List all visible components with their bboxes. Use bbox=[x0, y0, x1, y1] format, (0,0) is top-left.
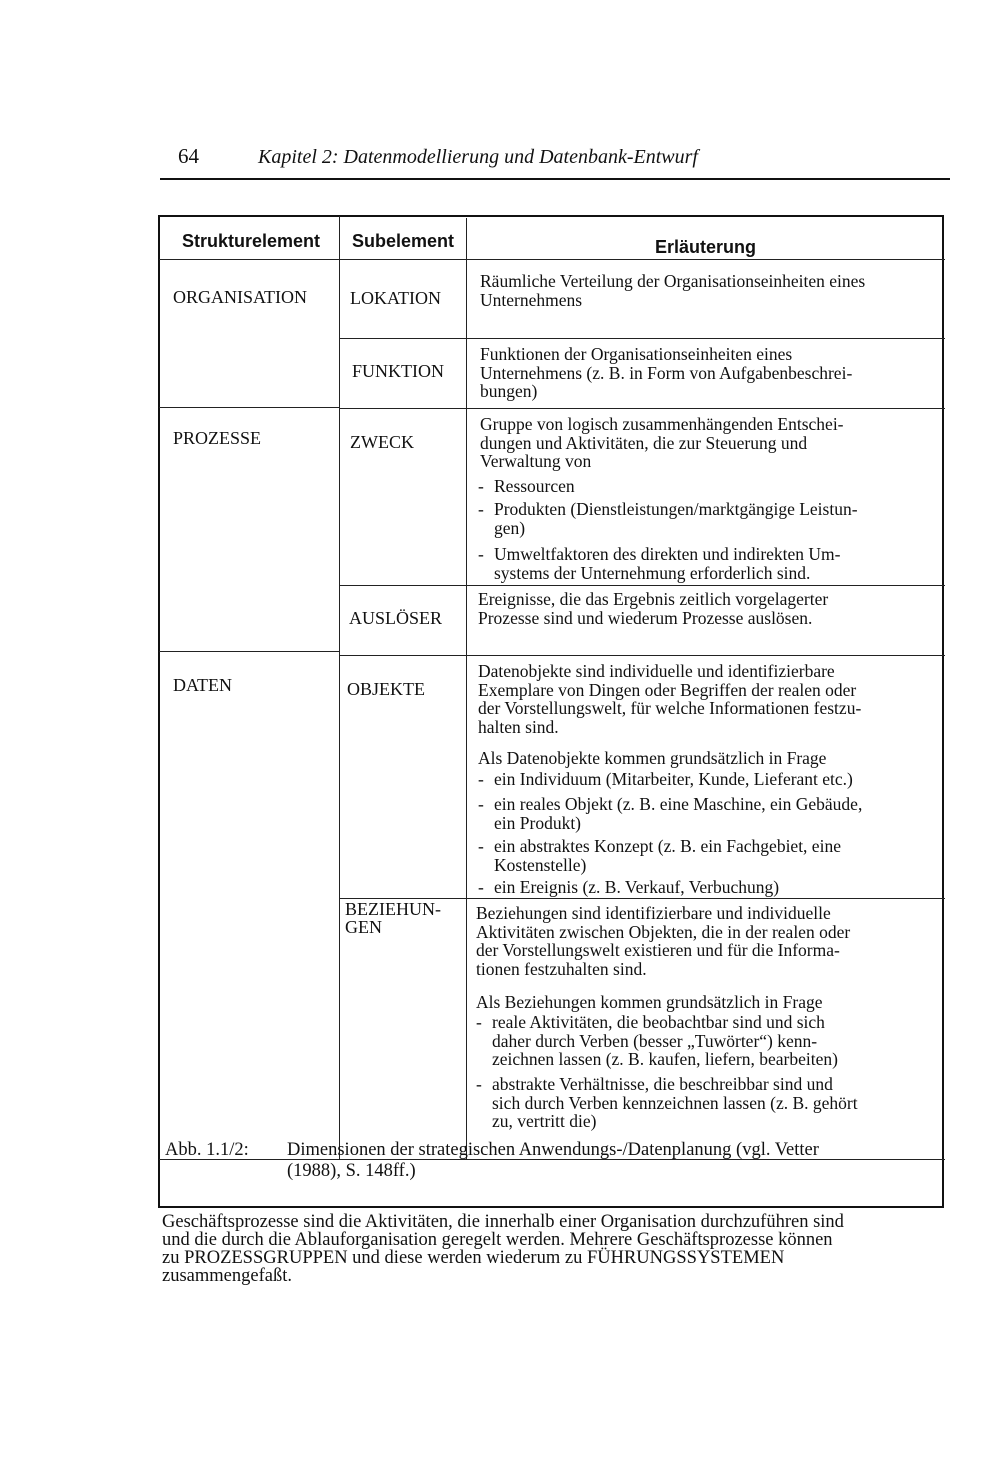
figure-caption-label: Abb. 1.1/2: bbox=[165, 1140, 249, 1160]
zweck-bullet-3: - Umweltfaktoren des direkten und indirekten Um- systems der Unternehmung erforderlich sind. bbox=[478, 544, 841, 583]
erlaeuterung-lokation: Räumliche Verteilung der Organisationseinheiten eines Unternehmens bbox=[480, 271, 866, 310]
objekte-bullet-4: - ein Ereignis (z. B. Verkauf, Verbuchung) bbox=[478, 877, 780, 897]
column-divider-2 bbox=[466, 218, 467, 1159]
row-divider-funktion bbox=[339, 408, 945, 409]
chapter-title: Kapitel 2: Datenmodellierung und Datenbank-Entwurf bbox=[258, 146, 698, 168]
subelement-objekte: OBJEKTE bbox=[347, 679, 425, 699]
erlaeuterung-ausloeser: Ereignisse, die das Ergebnis zeitlich vorgelagerter Prozesse sind und wiederum Prozesse auslösen. bbox=[478, 589, 829, 628]
strukturelement-prozesse: PROZESSE bbox=[173, 428, 262, 448]
column-divider-1 bbox=[339, 216, 340, 1159]
zweck-bullet-2: - Produkten (Dienstleistungen/marktgängige Leistun- gen) bbox=[478, 499, 858, 538]
erlaeuterung-objekte: Datenobjekte sind individuelle und identifizierbare Exemplare von Dingen oder Begriffen der realen oder der Vorstellungswelt, für welche Informationen festzu- halten sind. bbox=[478, 661, 862, 737]
zweck-bullet-1: - Ressourcen bbox=[478, 476, 575, 496]
subelement-lokation: LOKATION bbox=[350, 288, 441, 308]
body-paragraph: Geschäftsprozesse sind die Aktivitäten, die innerhalb einer Organisation durchzuführen sind und die durch die Ablauforganisation geregelt werden. Mehrere Geschäftsprozesse können zu PROZESSGRUPPEN und diese werden wiederum zu FÜHRUNGSSYSTEMEN zusammengefaßt. bbox=[162, 1212, 844, 1286]
row-divider-organisation bbox=[159, 407, 339, 408]
subelement-beziehungen: BEZIEHUN- GEN bbox=[345, 899, 441, 937]
row-divider-ausloeser bbox=[339, 655, 945, 656]
header-divider bbox=[159, 259, 945, 260]
erlaeuterung-funktion: Funktionen der Organisationseinheiten eines Unternehmens (z. B. in Form von Aufgabenbeschrei- bungen) bbox=[480, 344, 853, 401]
objekte-bullet-3: - ein abstraktes Konzept (z. B. ein Fachgebiet, eine Kostenstelle) bbox=[478, 836, 841, 875]
erlaeuterung-zweck: Gruppe von logisch zusammenhängenden Entschei- dungen und Aktivitäten, die zur Steuerung und Verwaltung von bbox=[480, 414, 844, 471]
subelement-funktion: FUNKTION bbox=[352, 361, 444, 381]
beziehungen-bullet-1: - reale Aktivitäten, die beobachtbar sind und sich daher durch Verben (besser „Tuwörter“) kenn- zeichnen lassen (z. B. kaufen, liefern, bearbeiten) bbox=[476, 1012, 838, 1069]
objekte-bullet-2: - ein reales Objekt (z. B. eine Maschine, ein Gebäude, ein Produkt) bbox=[478, 794, 863, 833]
objekte-bullet-1: - ein Individuum (Mitarbeiter, Kunde, Lieferant etc.) bbox=[478, 769, 853, 789]
beziehungen-intro: Als Beziehungen kommen grundsätzlich in Frage bbox=[476, 992, 823, 1012]
row-divider-zweck bbox=[339, 585, 945, 586]
objekte-intro: Als Datenobjekte kommen grundsätzlich in Frage bbox=[478, 748, 827, 768]
strukturelement-daten: DATEN bbox=[173, 675, 232, 695]
figure-caption-text: Dimensionen der strategischen Anwendungs-/Datenplanung (vgl. Vetter (1988), S. 148ff.) bbox=[287, 1140, 819, 1181]
erlaeuterung-beziehungen: Beziehungen sind identifizierbare und individuelle Aktivitäten zwischen Objekten, die in der realen oder der Vorstellungswelt existieren und für die Informa- tionen festzuhalten sind. bbox=[476, 903, 851, 979]
subelement-ausloeser: AUSLÖSER bbox=[349, 608, 443, 628]
subelement-zweck: ZWECK bbox=[350, 432, 414, 452]
row-divider-prozesse bbox=[159, 651, 339, 652]
header-rule bbox=[160, 178, 950, 180]
strukturelement-organisation: ORGANISATION bbox=[173, 287, 307, 307]
beziehungen-bullet-2: - abstrakte Verhältnisse, die beschreibbar sind und sich durch Verben kennzeichnen lassen (z. B. gehört zu, vertritt die) bbox=[476, 1074, 858, 1131]
column-header-subelement: Subelement bbox=[352, 231, 455, 251]
column-header-erlaeuterung: Erläuterung bbox=[655, 237, 757, 257]
row-divider-lokation bbox=[339, 338, 945, 339]
page-number: 64 bbox=[178, 144, 199, 168]
column-header-strukturelement: Strukturelement bbox=[182, 231, 321, 251]
